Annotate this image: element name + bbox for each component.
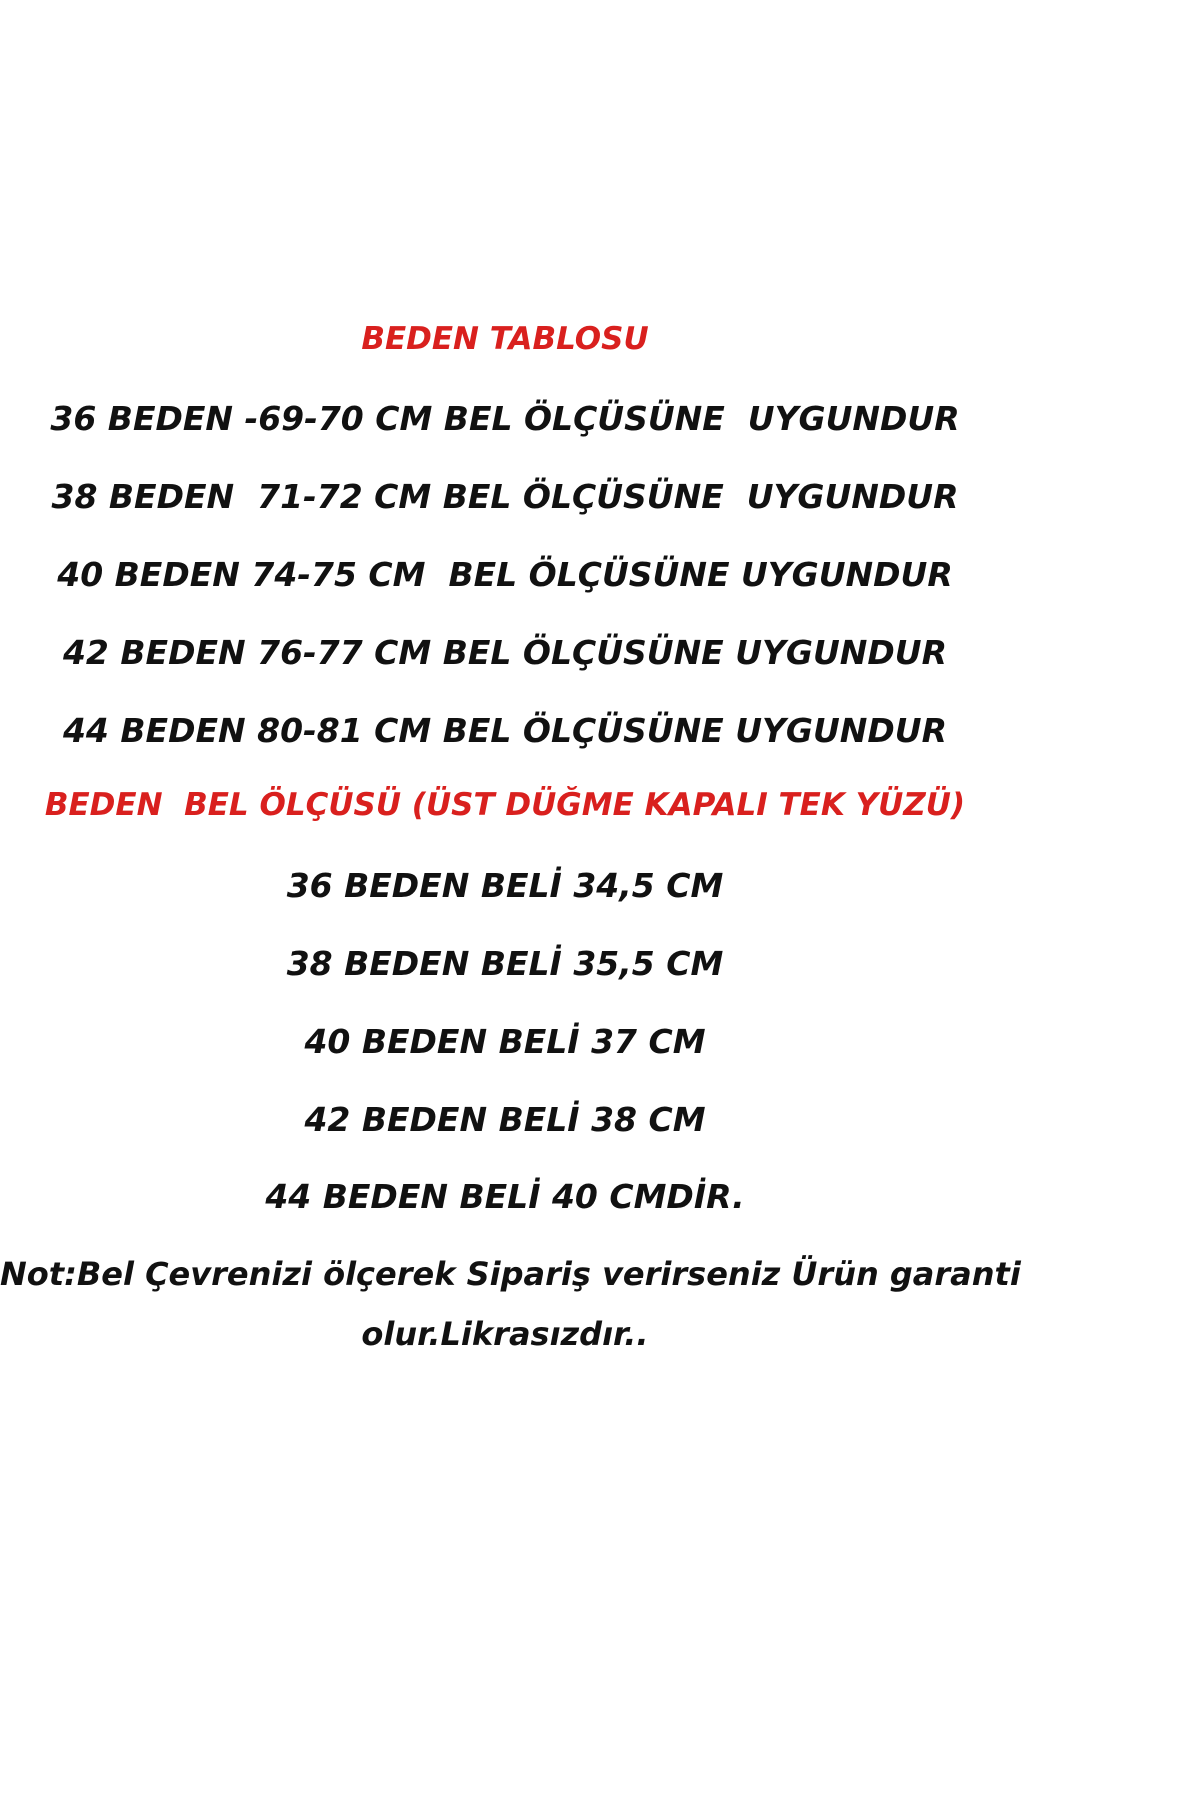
size-row-40: 40 BEDEN 74-75 CM BEL ÖLÇÜSÜNE UYGUNDUR bbox=[57, 555, 953, 594]
size-row-38: 38 BEDEN 71-72 CM BEL ÖLÇÜSÜNE UYGUNDUR bbox=[51, 477, 959, 516]
waist-measure-heading: BEDEN BEL ÖLÇÜSÜ (ÜST DÜĞME KAPALI TEK YÜZÜ) bbox=[44, 787, 966, 823]
waist-row-44: 44 BEDEN BELİ 40 CMDİR. bbox=[265, 1177, 745, 1216]
waist-row-42: 42 BEDEN BELİ 38 CM bbox=[304, 1100, 706, 1139]
size-table-title: BEDEN TABLOSU bbox=[361, 321, 649, 357]
size-row-36: 36 BEDEN -69-70 CM BEL ÖLÇÜSÜNE UYGUNDUR bbox=[50, 399, 960, 438]
size-row-42: 42 BEDEN 76-77 CM BEL ÖLÇÜSÜNE UYGUNDUR bbox=[62, 633, 948, 672]
waist-row-40: 40 BEDEN BELİ 37 CM bbox=[304, 1022, 706, 1061]
note-line-1: Not:Bel Çevrenizi ölçerek Sipariş verirseniz Ürün garanti bbox=[0, 1255, 1021, 1293]
waist-row-38: 38 BEDEN BELİ 35,5 CM bbox=[286, 944, 724, 983]
waist-row-36: 36 BEDEN BELİ 34,5 CM bbox=[286, 866, 724, 905]
note-line-2: olur.Likrasızdır.. bbox=[361, 1315, 649, 1353]
size-row-44: 44 BEDEN 80-81 CM BEL ÖLÇÜSÜNE UYGUNDUR bbox=[62, 711, 948, 750]
